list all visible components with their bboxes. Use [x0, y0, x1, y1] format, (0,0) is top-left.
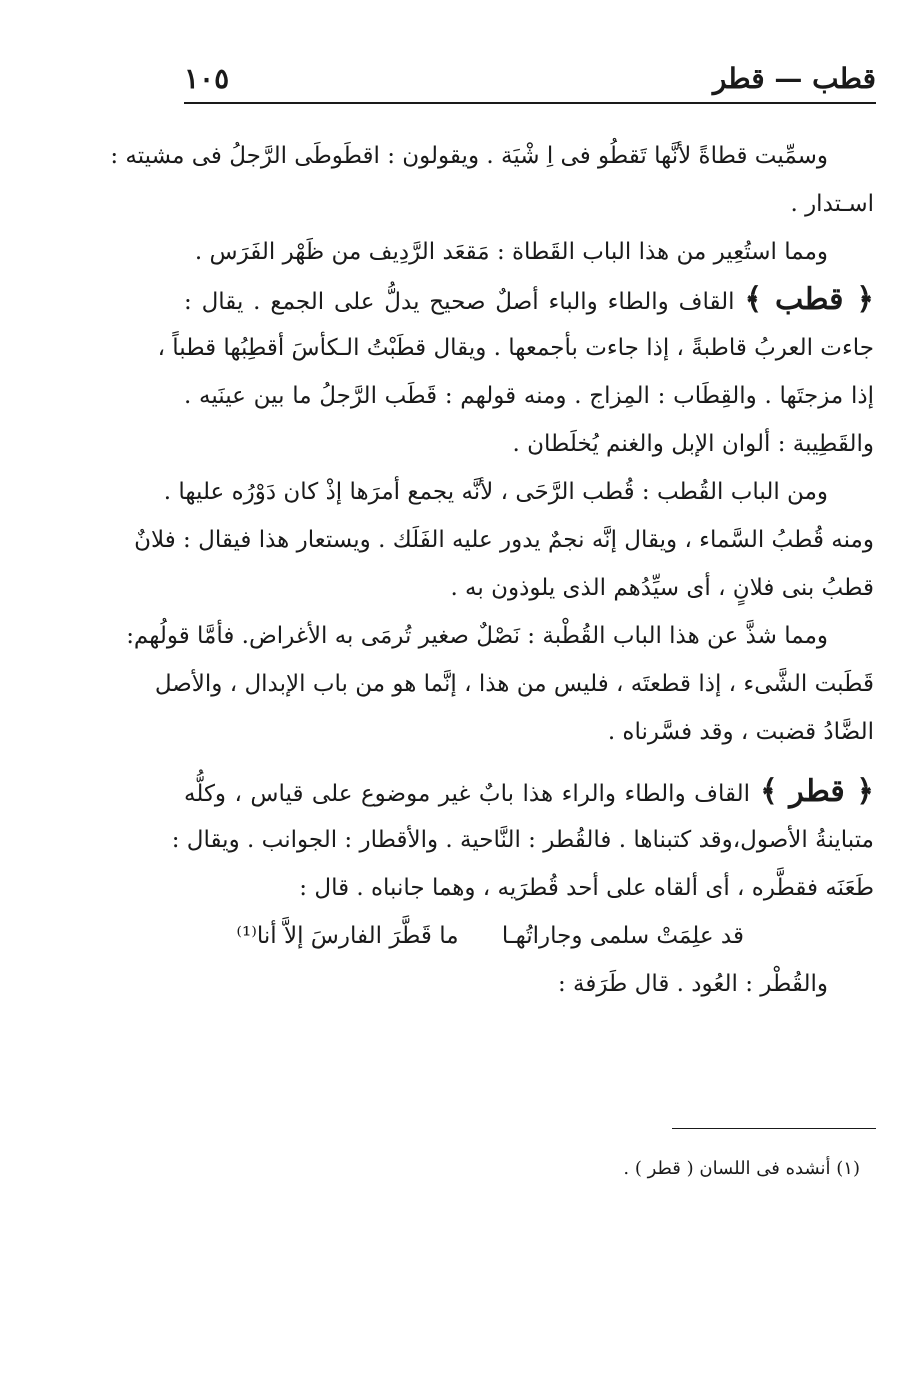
- text-line: [184, 180, 874, 228]
- text-line: [184, 372, 874, 420]
- line-text: إذا مزجتَها . والقِطَاب : المِزاج . ومنه قولهم : قَطَب الرَّجلُ ما بين عينَيه .: [184, 383, 874, 409]
- line-text: والقَطِيبة : ألوان الإبل والغنم يُخلَطان .: [512, 431, 874, 457]
- footnote-rule: [672, 1128, 876, 1129]
- line-text: جاءت العربُ قاطبةً ، إذا جاءت بأجمعها . ويقال قطَبْتُ الـكأسَ أقطِبُها قطباً ،: [157, 335, 874, 361]
- text-line-after-verse: والقُطْر : العُود . قال طَرَفة :: [557, 971, 828, 997]
- line-text: القاف والطاء والراء هذا بابٌ غير موضوع على قياس ، وكلُّه: [184, 781, 751, 807]
- entry-headword: ﴿ قطر ﴾: [760, 774, 874, 809]
- text-line: [134, 516, 874, 564]
- running-title: قطب — قطر: [712, 61, 876, 95]
- line-text: ومما شذَّ عن هذا الباب القُطْبة : نَصْلٌ صغير تُرمَى به الأغراض. فأمَّا قولُهم:: [126, 623, 828, 649]
- text-line: [184, 564, 874, 612]
- text-line: [184, 420, 874, 468]
- text-line: [163, 468, 874, 516]
- text-line: [184, 768, 874, 816]
- text-line: [154, 660, 874, 708]
- text-line: [184, 708, 874, 756]
- footnote: (١) أنشده فى اللسان ( قطر ) .: [623, 1158, 860, 1179]
- line-text: القاف والطاء والباء أصلٌ صحيح يدلُّ على الجمع . يقال :: [184, 289, 735, 315]
- line-text: الضَّادُ قضبت ، وقد فسَّرناه .: [607, 719, 874, 745]
- main-text: [110, 132, 875, 1008]
- text-line: [184, 228, 874, 276]
- line-text: ومن الباب القُطب : قُطب الرَّحَى ، لأنَّه يجمع أمرَها إذْ كان دَوْرُه عليها .: [163, 479, 828, 505]
- page-number: ١٠٥: [184, 61, 230, 95]
- text-line: [110, 132, 874, 180]
- text-line: [184, 864, 874, 912]
- entry-headword: ﴿ قطب ﴾: [744, 282, 875, 317]
- entry-qatr: [171, 768, 874, 912]
- line-text: متباينةُ الأصول،وقد كتبناها . فالقُطر : النَّاحية . والأقطار : الجوانب . ويقال :: [171, 827, 874, 853]
- header-rule: [184, 102, 876, 104]
- line-text: قَطَبت الشَّىء ، إذا قطعتَه ، فليس من هذا ، إنَّما هو من باب الإبدال ، والأصل: [154, 671, 874, 697]
- entry-qataa-and-qatb: [110, 132, 875, 756]
- line-text: ومما استُعِير من هذا الباب القَطاة : مَقعَد الرَّدِيف من ظَهْر الفَرَس .: [194, 239, 828, 265]
- verse-hemistich-left: ما قَطَّرَ الفارسَ إلاَّ أنا⁽¹⁾: [236, 923, 459, 949]
- text-line: [171, 816, 874, 864]
- line-text: طَعَنَه فقطَّره ، أى ألقاه على أحد قُطرَيه ، وهما جانباه . قال :: [299, 875, 874, 901]
- line-text: وسمِّيت قطاةً لأنَّها تَقطُو فى اِ شْيَة . ويقولون : اقطَوطَى الرَّجلُ فى مشيته :: [110, 143, 828, 169]
- line-text: ومنه قُطبُ السَّماء ، ويقال إنَّه نجمٌ يدور عليه الفَلَك . ويستعار هذا فيقال : فلانٌ: [134, 527, 874, 553]
- line-text: اسـتدار .: [790, 191, 874, 217]
- entry-gap: [184, 756, 874, 768]
- verse-line: [184, 912, 874, 960]
- text-line: [157, 324, 874, 372]
- text-line: [126, 612, 874, 660]
- line-text: قطبُ بنى فلانٍ ، أى سيِّدُهم الذى يلوذون به .: [450, 575, 874, 601]
- page-header: [184, 58, 876, 98]
- text-line: [184, 276, 874, 324]
- verse-hemistich-right: قد علِمَتْ سلمى وجاراتُهـا: [501, 923, 744, 949]
